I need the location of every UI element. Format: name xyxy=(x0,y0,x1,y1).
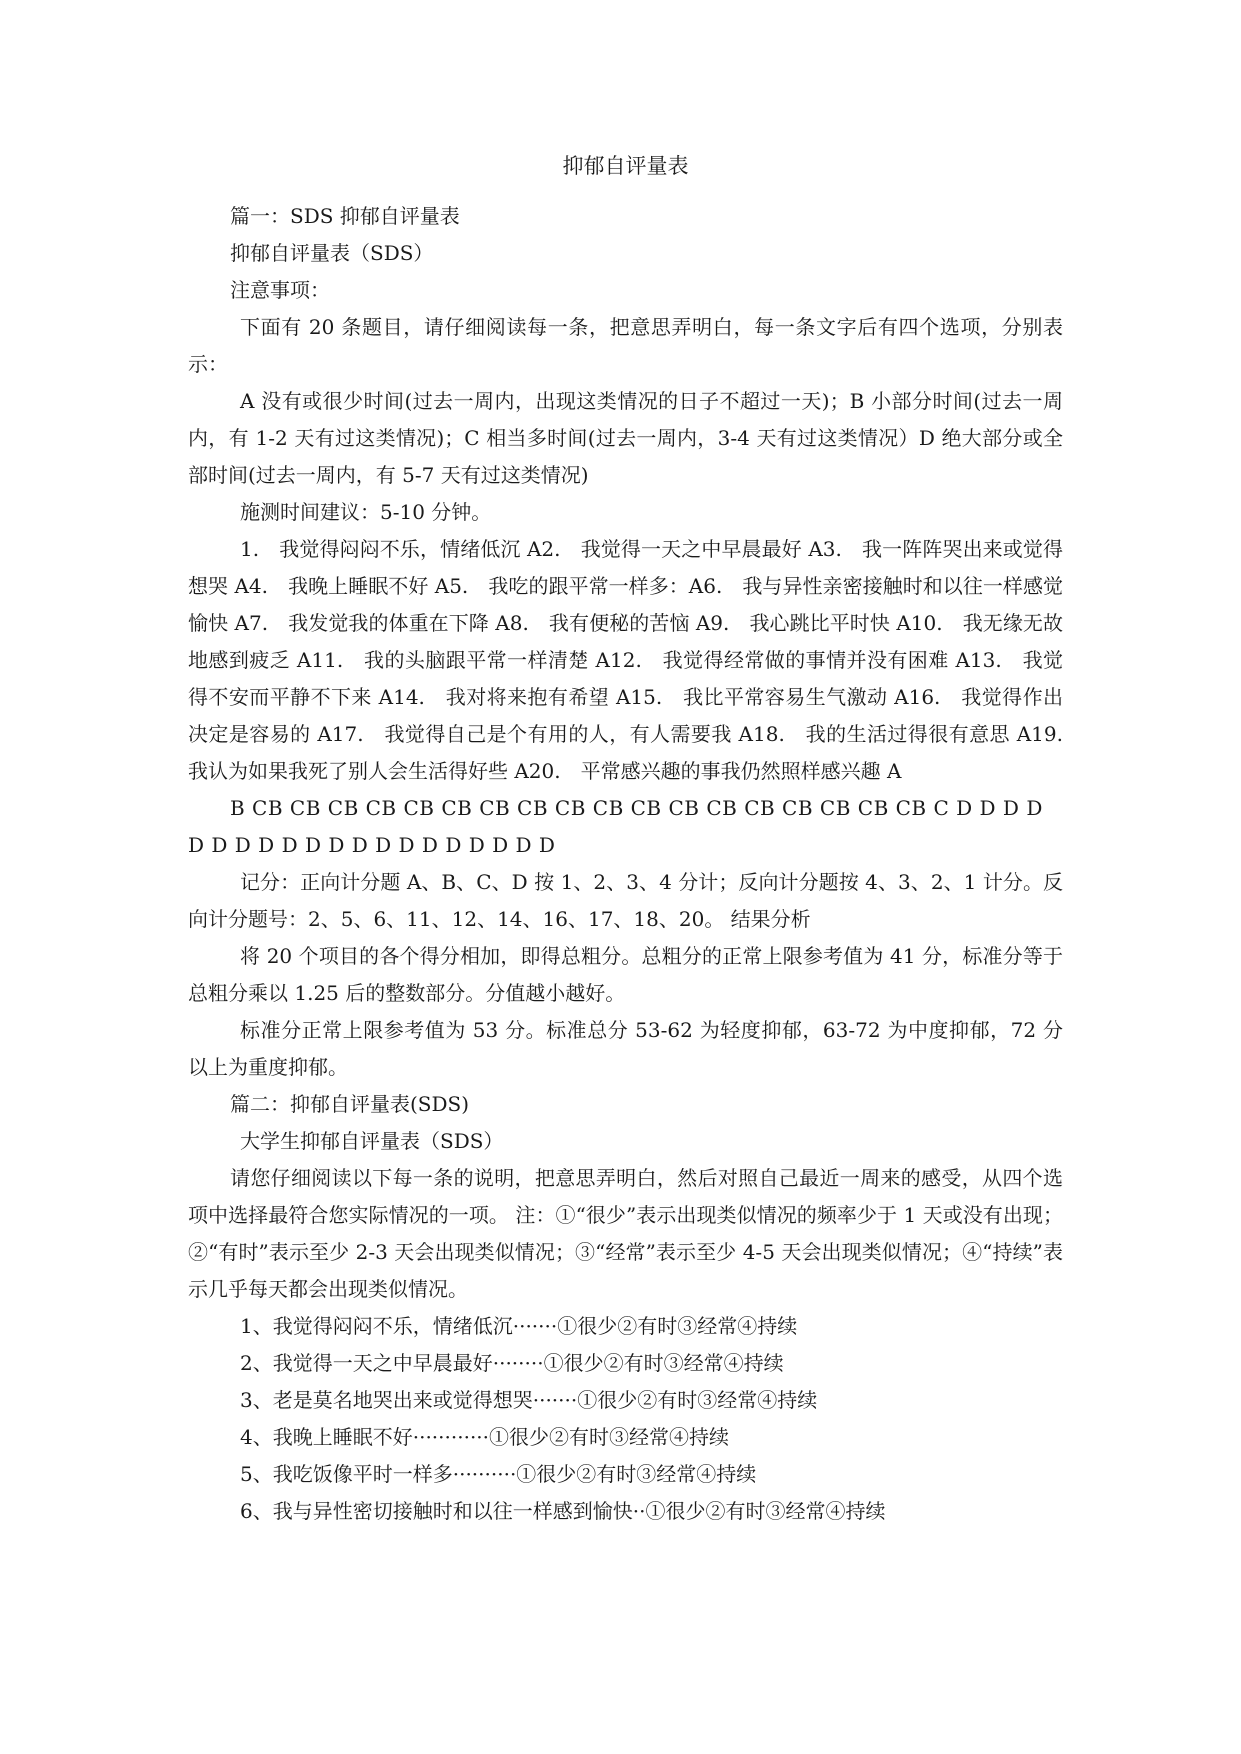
section1-heading: 篇一：SDS 抑郁自评量表 xyxy=(230,204,460,228)
list-item: 5、我吃饭像平时一样多··········①很少②有时③经常④持续 xyxy=(240,1462,757,1486)
answers-paragraph: B CB CB CB CB CB CB CB CB CB CB CB CB CB CB CB CB CB CB C D D D D D D D D D D D D D D D D D D D D xyxy=(188,796,1043,857)
question-list xyxy=(188,1308,1063,1530)
section2-subheading: 大学生抑郁自评量表（SDS） xyxy=(240,1129,504,1153)
section2-intro: 请您仔细阅读以下每一条的说明，把意思弄明白，然后对照自己最近一周来的感受，从四个选项中选择最符合您实际情况的一项。 注：①“很少”表示出现类似情况的频率少于 1 天或没有出现；②“有时”表示至少 2-3 天会出现类似情况；③“经常”表示至少 4-5 天会出现类似情况；④“持续”表示几乎每天都会出现类似情况。 xyxy=(188,1166,1063,1301)
list-item: 1、我觉得闷闷不乐，情绪低沉·······①很少②有时③经常④持续 xyxy=(240,1314,798,1338)
intro-paragraph: 下面有 20 条题目，请仔细阅读每一条，把意思弄明白，每一条文字后有四个选项，分别表示： xyxy=(188,315,1063,376)
list-item: 3、老是莫名地哭出来或觉得想哭·······①很少②有时③经常④持续 xyxy=(240,1388,818,1412)
section2-heading: 篇二：抑郁自评量表(SDS) xyxy=(230,1092,470,1116)
analysis-paragraph-2: 标准分正常上限参考值为 53 分。标准总分 53-62 为轻度抑郁，63-72 为中度抑郁，72 分以上为重度抑郁。 xyxy=(188,1018,1063,1079)
list-item: 6、我与异性密切接触时和以往一样感到愉快··①很少②有时③经常④持续 xyxy=(240,1499,886,1523)
notice-label: 注意事项： xyxy=(230,278,330,302)
scoring-paragraph: 记分：正向计分题 A、B、C、D 按 1、2、3、4 分计；反向计分题按 4、3、2、1 计分。反向计分题号：2、5、6、11、12、14、16、17、18、20。 结果分析 xyxy=(188,870,1063,931)
document-body xyxy=(188,148,1083,1530)
page-title: 抑郁自评量表 xyxy=(562,154,689,178)
time-paragraph: 施测时间建议：5-10 分钟。 xyxy=(240,500,492,524)
items-paragraph: 1. 我觉得闷闷不乐，情绪低沉 A2. 我觉得一天之中早晨最好 A3. 我一阵阵哭出来或觉得想哭 A4. 我晚上睡眠不好 A5. 我吃的跟平常一样多：A6. 我与异性亲密接触时和以往一样感觉愉快 A7. 我发觉我的体重在下降 A8. 我有便秘的苦恼 A9. 我心跳比平时快 A10. 我无缘无故地感到疲乏 A11. 我的头脑跟平常一样清楚 A12. 我觉得经常做的事情并没有困难 A13. 我觉得不安而平静不下来 A14. 我对将来抱有希望 A15. 我比平常容易生气激动 A16. 我觉得作出决定是容易的 A17. 我觉得自己是个有用的人，有人需要我 A18. 我的生活过得很有意思 A19. 我认为如果我死了别人会生活得好些 A20. 平常感兴趣的事我仍然照样感兴趣 A xyxy=(188,537,1083,783)
list-item: 2、我觉得一天之中早晨最好········①很少②有时③经常④持续 xyxy=(240,1351,784,1375)
analysis-paragraph-1: 将 20 个项目的各个得分相加，即得总粗分。总粗分的正常上限参考值为 41 分，标准分等于总粗分乘以 1.25 后的整数部分。分值越小越好。 xyxy=(188,944,1063,1005)
section1-subheading: 抑郁自评量表（SDS） xyxy=(230,241,434,265)
options-paragraph: A 没有或很少时间(过去一周内，出现这类情况的日子不超过一天)；B 小部分时间(过去一周内，有 1-2 天有过这类情况)；C 相当多时间(过去一周内，3-4 天有过这类情况）D 绝大部分或全部时间(过去一周内，有 5-7 天有过这类情况) xyxy=(188,389,1063,487)
list-item: 4、我晚上睡眠不好············①很少②有时③经常④持续 xyxy=(240,1425,730,1449)
